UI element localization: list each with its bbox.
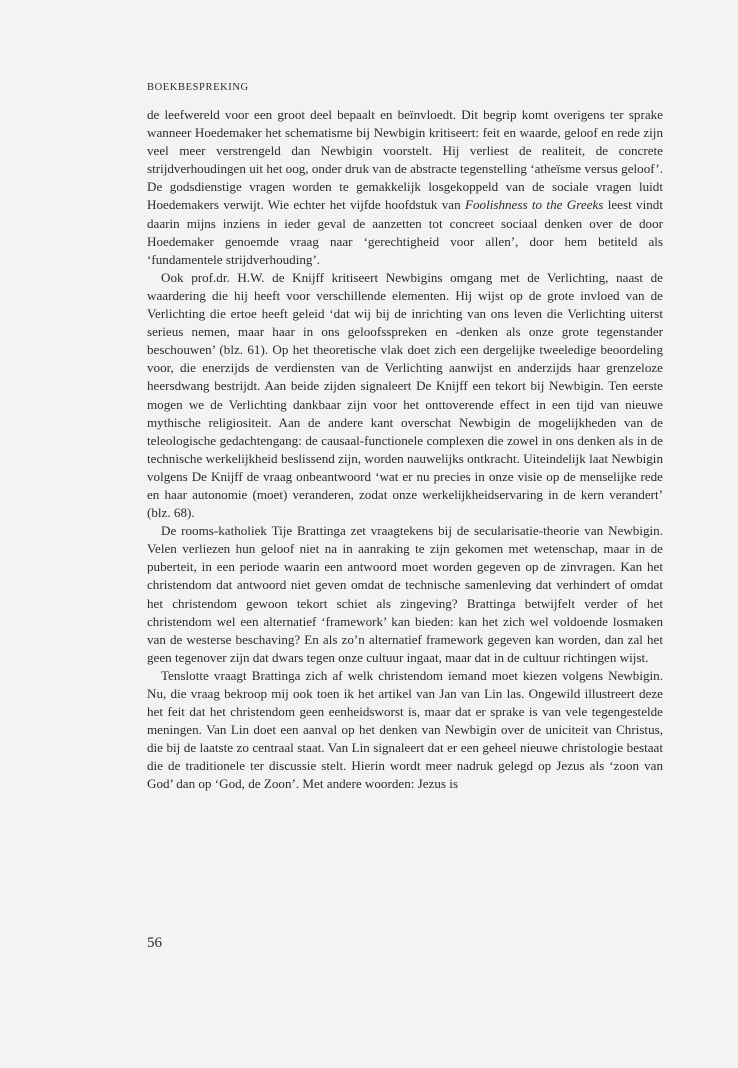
paragraph-1-text-after: leest vindt daarin mijns inziens in ieder geval de aanzetten tot concreet sociaal denken over de door Hoedemaker genoemde vraag naar ‘gerechtigheid voor allen’, door hem betiteld als ‘fundamentele strijdverhouding’.: [147, 197, 663, 267]
book-title-italic: Foolishness to the Greeks: [464, 197, 604, 213]
body-text: [147, 106, 663, 794]
page-number: 56: [147, 935, 162, 951]
paragraph-1-text: de leefwereld voor een groot deel bepaalt en beïnvloedt. Dit begrip komt overigens ter sprake wanneer Hoedemaker het schematisme bij Newbigin kritiseert: feit en waarde, geloof en rede zijn veel meer verstrengeld dan Newbigin voorstelt. Hij verliest de realiteit, de concrete strijdverhoudingen uit het oog, onder druk van de abstracte tegenstelling ‘atheïsme versus geloof’. De godsdienstige vragen worden te gemakkelijk losgekoppeld van de sociale vragen luidt Hoedemakers verwijt. Wie echter het vijfde hoofdstuk van: [147, 107, 663, 213]
paragraph-2: Ook prof.dr. H.W. de Knijff kritiseert Newbigins omgang met de Verlichting, naast de waardering die hij heeft voor verschillende elementen. Hij wijst op de grote invloed van de Verlichting die ertoe heeft geleid ‘dat wij bij de inrichting van ons leven die Verlichting uiterst serieus nemen, maar haar in ons geloofsspreken en -denken als onze grote tegenstander beschouwen’ (blz. 61). Op het theoretische vlak doet zich een dergelijke tweeledige beoordeling voor, die enerzijds de verdiensten van de Verlichting aanwijst en anderzijds haar grenzeloze heersdwang bestrijdt. Aan beide zijden signaleert De Knijff een tekort bij Newbigin. Ten eerste mogen we de Verlichting dankbaar zijn voor het onttoverende effect in een tijd van nieuwe mythische religiositeit. Aan de andere kant overschat Newbigin de mogelijkheden van de teleologische gedachtengang: de causaal-functionele complexen die zowel in ons denken als in de technische werkelijkheid beslissend zijn, worden nauwelijks ontkracht. Uiteindelijk laat Newbigin volgens De Knijff de vraag onbeantwoord ‘wat er nu precies in onze visie op de menselijke rede en haar autonomie (moet) veranderen, zodat onze werkelijkheidservaring in de kern verandert’ (blz. 68).: [147, 269, 663, 521]
paragraph-4: Tenslotte vraagt Brattinga zich af welk christendom iemand moet kiezen volgens Newbigin. Nu, die vraag bekroop mij ook toen ik het artikel van Jan van Lin las. Ongewild illustreert deze het feit dat het christendom geen eenheidsworst is, maar dat er sprake is van vele tegengestelde meningen. Van Lin doet een aanval op het denken van Newbigin over de uniciteit van Christus, die bij de laatste zo centraal staat. Van Lin signaleert dat er een geheel nieuwe christologie bestaat die de traditionele ter discussie stelt. Hierin wordt meer nadruk gelegd op Jezus als ‘zoon van God’ dan op ‘God, de Zoon’. Met andere woorden: Jezus is: [147, 667, 663, 792]
running-header: BOEKBESPREKING: [147, 82, 249, 93]
paragraph-3: De rooms-katholiek Tije Brattinga zet vraagtekens bij de secularisatie-theorie van Newbigin. Velen verliezen hun geloof niet na in aanraking te zijn gekomen met wetenschap, maar in de puberteit, in een periode waarin een antwoord moet worden gegeven op de zinvragen. Kan het christendom dat antwoord niet geven omdat de technische samenleving dat verhindert of omdat het christendom gewoon tekort schiet als zingeving? Brattinga betwijfelt verder of het christendom wel een alternatief ‘framework’ kan bieden: kan het zich wel voldoende losmaken van de westerse beschaving? En als zo’n alternatief framework gegeven kan worden, dan zal het geen tegenover zijn dat dwars tegen onze cultuur ingaat, maar dat in de cultuur richtingen wijst.: [147, 523, 663, 665]
paragraph-1: [147, 106, 663, 269]
